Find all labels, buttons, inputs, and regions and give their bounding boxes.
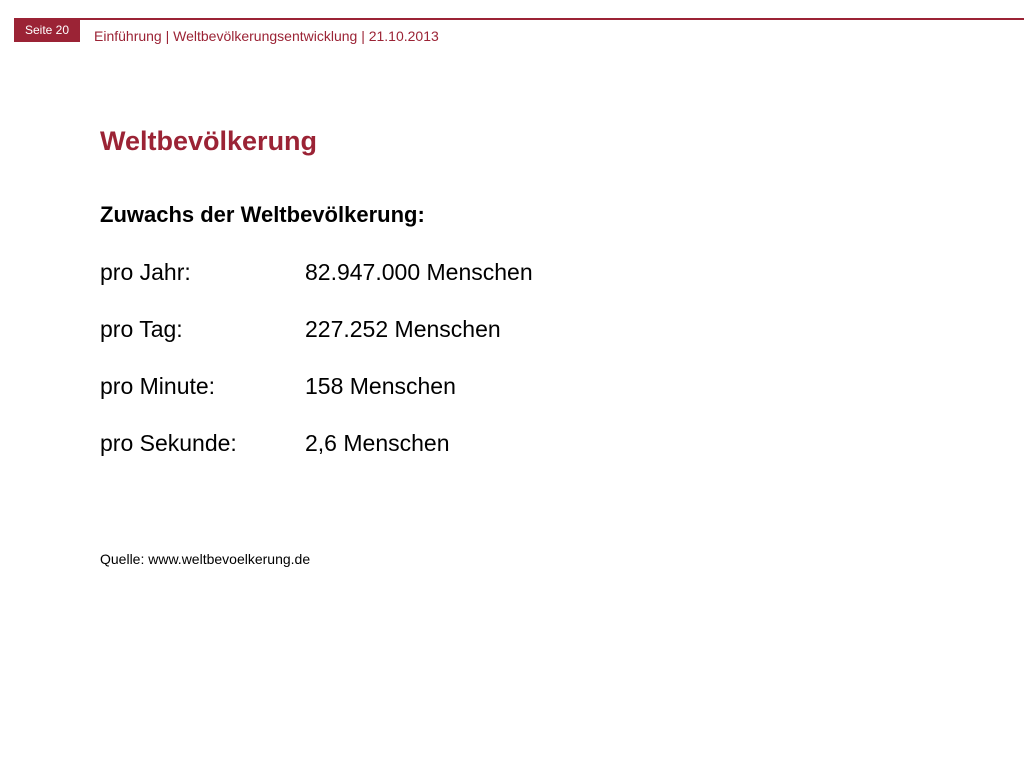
stat-label: pro Minute: <box>100 373 216 399</box>
stat-row-day <box>100 313 800 370</box>
page-number-badge: Seite 20 <box>14 18 80 42</box>
breadcrumb: Einführung | Weltbevölkerungsentwicklung | 21.10.2013 <box>94 28 439 44</box>
stat-value: 82.947.000 Menschen <box>305 259 533 285</box>
stat-row-second <box>100 427 800 484</box>
section-subtitle: Zuwachs der Weltbevölkerung: <box>100 202 425 227</box>
stat-row-minute <box>100 370 800 427</box>
stat-label: pro Sekunde: <box>100 430 237 456</box>
stat-label: pro Tag: <box>100 316 183 342</box>
page-title: Weltbevölkerung <box>100 126 318 156</box>
source-citation: Quelle: www.weltbevoelkerung.de <box>100 551 311 567</box>
stat-value: 227.252 Menschen <box>305 316 501 342</box>
stat-row-year <box>100 256 800 313</box>
stat-label: pro Jahr: <box>100 259 191 285</box>
stat-value: 158 Menschen <box>305 373 456 399</box>
header-rule <box>14 18 1024 20</box>
stat-value: 2,6 Menschen <box>305 430 450 456</box>
growth-stats-list <box>100 256 800 484</box>
